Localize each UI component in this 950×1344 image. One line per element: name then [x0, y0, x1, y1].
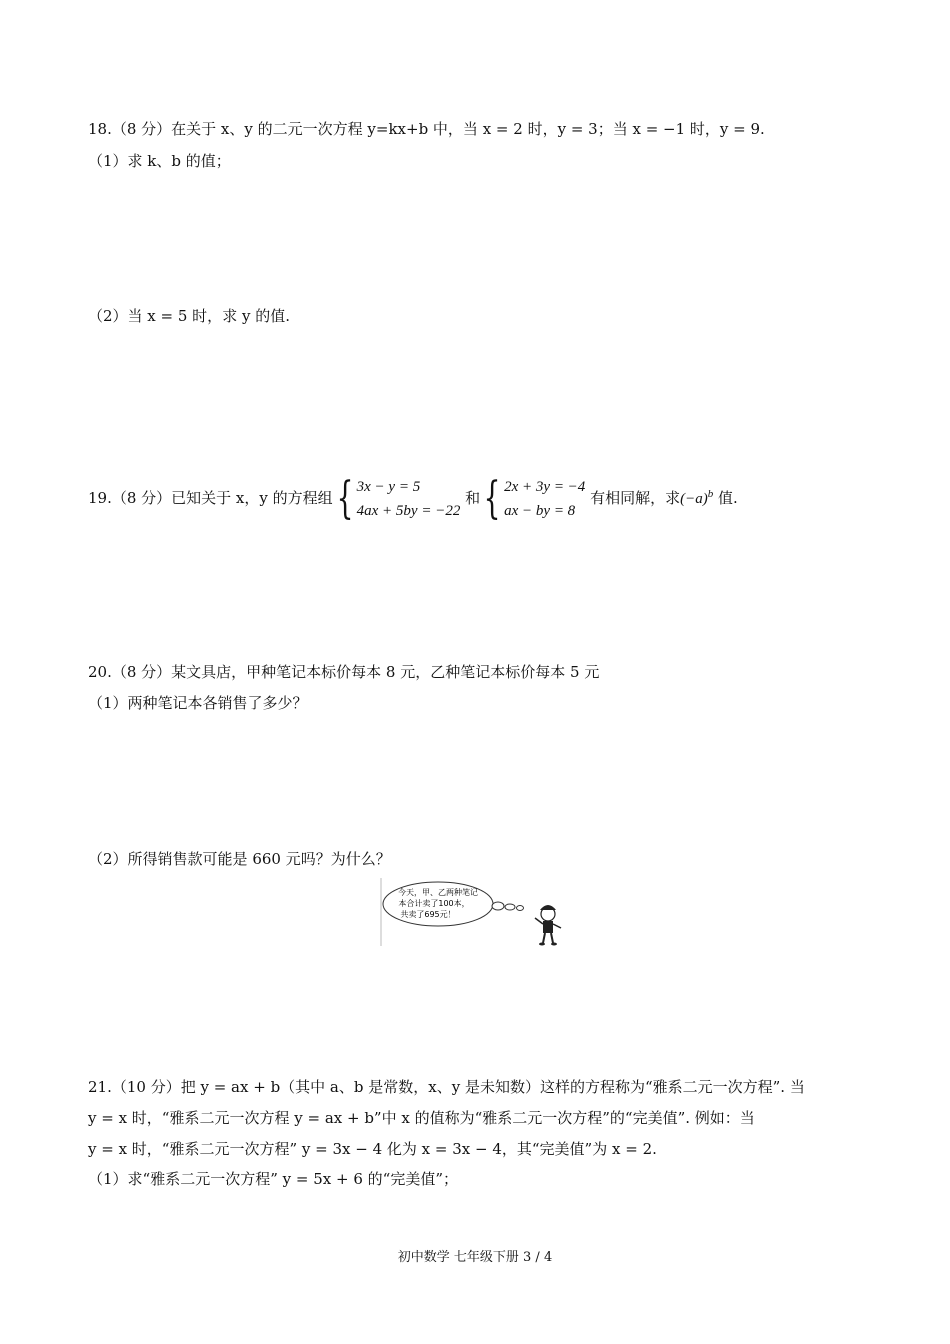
q19-exponent: b [707, 488, 714, 500]
q19-mid: 和 [465, 489, 481, 507]
bubble-text-2: 本合计卖了100本， [398, 899, 470, 908]
q21-stem-line2: y = x 时，“雅系二元一次方程 y = ax + b”中 x 的值称为“雅系二元一次方程”的“完美值”. 例如：当 [88, 1109, 755, 1127]
q19-system-1 [357, 475, 461, 523]
page-footer: 初中数学 七年级下册 3 / 4 [397, 1250, 553, 1265]
q19-sys2-eq2: ax − by = 8 [504, 503, 576, 519]
q19-sys1-eq1: 3x − y = 5 [356, 479, 421, 495]
q21-part1: （1）求“雅系二元一次方程” y = 5x + 6 的“完美值”； [88, 1170, 458, 1188]
q19-expr: (−a) [680, 491, 708, 507]
q19-end: 值. [718, 489, 738, 507]
left-brace-icon: { [483, 473, 501, 524]
q19-suffix: 有相同解，求 [590, 489, 681, 507]
cartoon-person-icon [535, 905, 561, 946]
bubble-text-3: 共卖了695元！ [400, 910, 456, 919]
q20-stem: 20.（8 分）某文具店，甲种笔记本标价每本 8 元，乙种笔记本标价每本 5 元 [88, 663, 600, 681]
cartoon-speech-illustration [380, 876, 575, 948]
q20-part2: （2）所得销售款可能是 660 元吗？为什么？ [88, 850, 391, 868]
q19-sys2-eq1: 2x + 3y = −4 [504, 479, 586, 495]
q21-stem-line1: 21.（10 分）把 y = ax + b（其中 a、b 是常数，x、y 是未知数）这样的方程称为“雅系二元一次方程”. 当 [88, 1078, 805, 1096]
left-brace-icon: { [336, 473, 354, 524]
q20-part1: （1）两种笔记本各销售了多少？ [88, 694, 308, 712]
q19-stem [88, 470, 738, 523]
q18-part2: （2）当 x = 5 时，求 y 的值. [88, 307, 290, 325]
bubble-text-1: 今天，甲、乙两种笔记 [398, 888, 478, 897]
q21-stem-line3: y = x 时，“雅系二元一次方程” y = 3x − 4 化为 x = 3x − 4，其“完美值”为 x = 2. [88, 1140, 657, 1158]
q19-system-2 [504, 475, 585, 523]
q18-part1: （1）求 k、b 的值； [88, 152, 231, 170]
q19-prefix: 19.（8 分）已知关于 x，y 的方程组 [88, 489, 333, 507]
q19-sys1-eq2: 4ax + 5by = −22 [356, 503, 461, 519]
q18-stem: 18.（8 分）在关于 x、y 的二元一次方程 y=kx+b 中，当 x = 2 时，y = 3；当 x = −1 时，y = 9. [88, 120, 765, 138]
